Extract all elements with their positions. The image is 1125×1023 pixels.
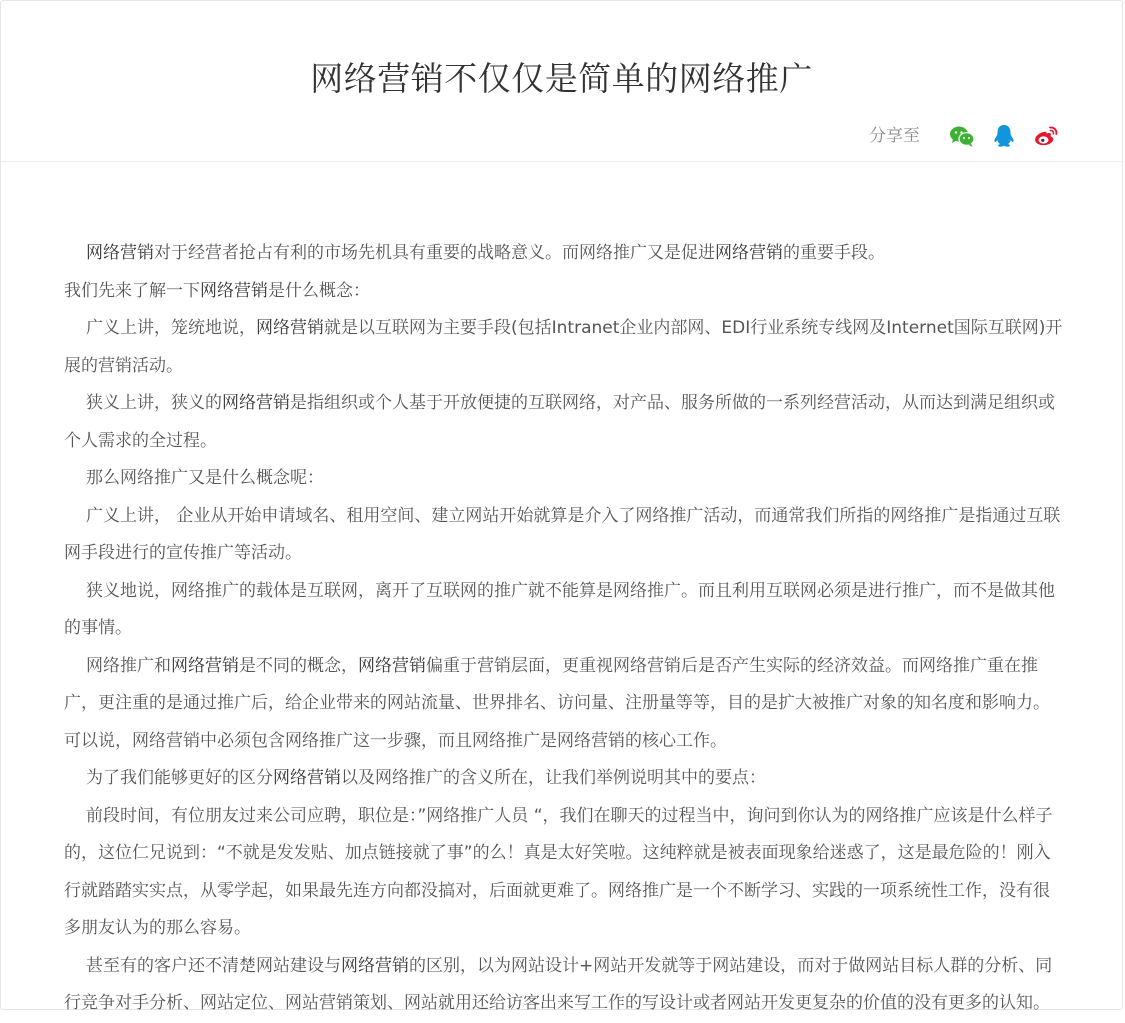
paragraph-text: 网络推广和: [86, 655, 171, 676]
article-paragraph: [64, 573, 1064, 648]
keyword-link[interactable]: 网络营销: [171, 655, 239, 676]
paragraph-text: 广义上讲， 企业从开始申请域名、租用空间、建立网站开始就算是介入了网络推广活动，而通常我们所指的网络推广是指通过互联网手段进行的宣传推广等活动。: [64, 505, 1061, 563]
paragraph-text: 的区别，以为网站设计+网站开发就等于网站建设，而对于做网站目标人群的分析、同行竞争对手分析、网站定位、网站营销策划、网站就用还给访客出来写工作的写设计或者网站开发更复杂的价值的没有更多的认知。: [64, 955, 1053, 1013]
keyword-link[interactable]: 网络营销: [341, 955, 409, 976]
article-title: 网络营销不仅仅是简单的网络推广: [310, 59, 813, 98]
article-header: [1, 1, 1122, 162]
keyword-link[interactable]: 网络营销: [273, 768, 341, 788]
article-paragraph: [64, 235, 1064, 273]
keyword-link[interactable]: 网络营销: [715, 243, 783, 263]
wechat-icon[interactable]: [948, 122, 976, 150]
paragraph-text: 以及网络推广的含义所在，让我们举例说明其中的要点：: [341, 768, 766, 788]
article-paragraph: [64, 798, 1064, 948]
qq-icon[interactable]: [990, 122, 1018, 150]
article-paragraph: [64, 460, 1064, 498]
keyword-link[interactable]: 网络营销: [222, 393, 290, 413]
paragraph-text: 为了我们能够更好的区分: [86, 768, 273, 788]
paragraph-text: 前段时间，有位朋友过来公司应聘，职位是：”网络推广人员 “，我们在聊天的过程当中，询问到你认为的网络推广应该是什么样子的，这位仁兄说到：“不就是发发贴、加点链接就了事”的么！真是太好笑啦。这纯粹就是被表面现象给迷惑了，这是最危险的！刚入行就踏踏实实点，从零学起，如果最先连方向都没搞对，后面就更难了。网络推广是一个不断学习、实践的一项系统性工作，没有很多朋友认为的那么容易。: [64, 805, 1053, 938]
keyword-link[interactable]: 网络营销: [256, 318, 324, 338]
paragraph-text: 的重要手段。: [783, 243, 885, 263]
paragraph-text: 甚至有的客户还不清楚网站建设与: [86, 955, 341, 976]
article-paragraph: [64, 760, 1064, 798]
paragraph-text: 狭义上讲，狭义的: [86, 393, 222, 413]
article-paragraph: [64, 310, 1064, 385]
paragraph-text: 是不同的概念，: [239, 655, 358, 676]
article-paragraph: [64, 273, 1064, 311]
share-bar: [869, 122, 1060, 150]
keyword-link[interactable]: 网络营销: [200, 280, 268, 301]
article-body: [64, 235, 1064, 1023]
share-label: 分享至: [869, 126, 920, 146]
weibo-icon[interactable]: [1032, 122, 1060, 150]
paragraph-text: 那么网络推广又是什么概念呢：: [86, 468, 324, 488]
article-paragraph: [64, 948, 1064, 1023]
paragraph-text: 广义上讲，笼统地说，: [86, 318, 256, 338]
keyword-link[interactable]: 网络营销: [358, 655, 426, 676]
paragraph-text: 偏重于营销层面，更重视网络营销后是否产生实际的经济效益。而网络推广重在推广，更注重的是通过推广后，给企业带来的网站流量、世界排名、访问量、注册量等等，目的是扩大被推广对象的知名度和影响力。可以说，网络营销中必须包含网络推广这一步骤，而且网络推广是网络营销的核心工作。: [64, 655, 1050, 751]
paragraph-text: 我们先来了解一下: [64, 280, 200, 301]
paragraph-text: 是什么概念：: [268, 280, 370, 301]
paragraph-text: 就是以互联网为主要手段(包括Intranet企业内部网、EDI行业系统专线网及Internet国际互联网)开展的营销活动。: [64, 318, 1063, 376]
keyword-link[interactable]: 网络营销: [86, 243, 154, 263]
paragraph-text: 狭义地说，网络推广的载体是互联网，离开了互联网的推广就不能算是网络推广。而且利用互联网必须是进行推广，而不是做其他的事情。: [64, 580, 1055, 638]
paragraph-text: 对于经营者抢占有利的市场先机具有重要的战略意义。而网络推广又是促进: [154, 243, 715, 263]
article-paragraph: [64, 648, 1064, 761]
paragraph-text: 是指组织或个人基于开放便捷的互联网络，对产品、服务所做的一系列经营活动，从而达到满足组织或个人需求的全过程。: [64, 393, 1055, 451]
article-paragraph: [64, 498, 1064, 573]
article-paragraph: [64, 385, 1064, 460]
